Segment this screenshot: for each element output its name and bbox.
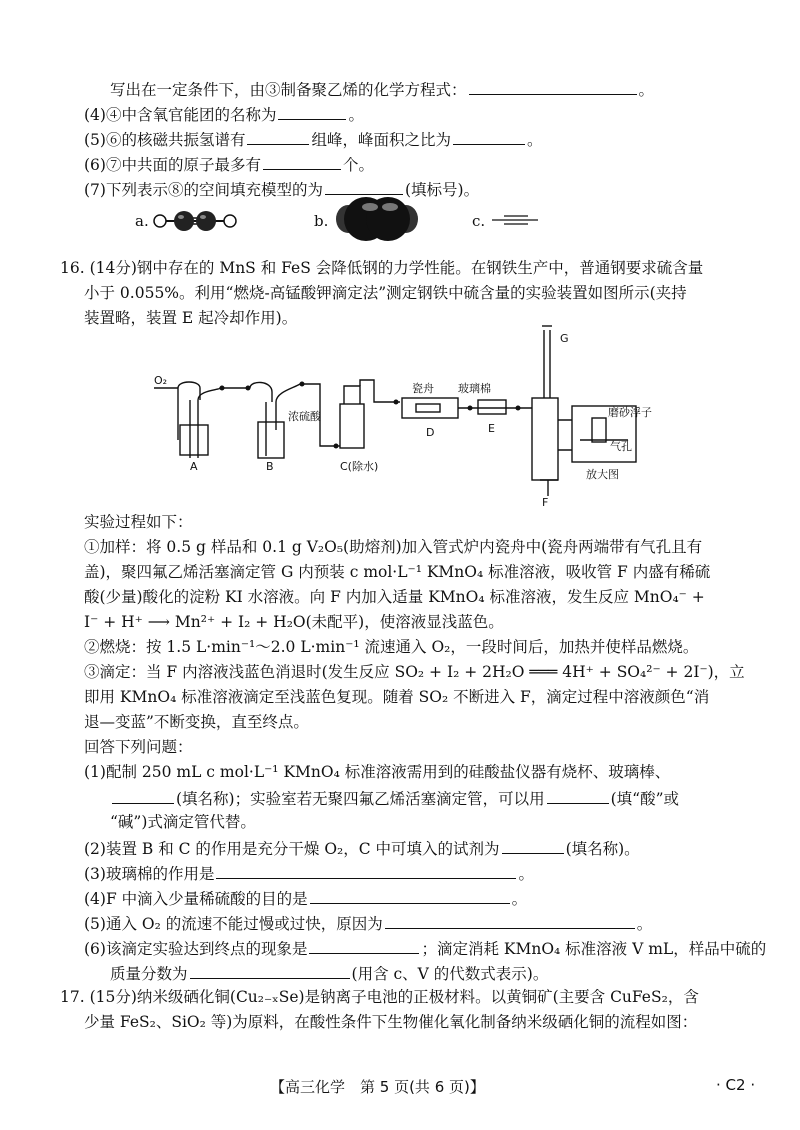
question-line bbox=[84, 103, 364, 125]
answer-blank[interactable] bbox=[112, 787, 174, 804]
apparatus-diagram bbox=[140, 320, 680, 510]
sub-question bbox=[110, 962, 548, 984]
sub-question bbox=[84, 937, 766, 959]
bottle-b bbox=[258, 422, 284, 458]
text: 。 bbox=[511, 890, 528, 908]
page-code: · C2 · bbox=[716, 1076, 756, 1094]
question-16-line: 小于 0.055%。利用“燃烧-高锰酸钾滴定法”测定钢铁中硫含量的实验装置如图所示(夹持 bbox=[84, 284, 687, 302]
answer-blank[interactable] bbox=[278, 103, 346, 120]
label-b-reagent: 浓硫酸 bbox=[288, 410, 321, 423]
answer-blank[interactable] bbox=[190, 962, 350, 979]
answer-blank[interactable] bbox=[309, 937, 419, 954]
procedure-line: 退—变蓝”不断变换，直至终点。 bbox=[84, 713, 309, 731]
label-a: A bbox=[190, 460, 198, 473]
text: (2)装置 B 和 C 的作用是充分干燥 O₂，C 中可填入的试剂为 bbox=[84, 840, 500, 858]
sub-question bbox=[84, 862, 534, 884]
tube-furnace-d bbox=[402, 398, 458, 418]
text: (7)下列表示⑧的空间填充模型的为 bbox=[84, 181, 323, 199]
space-filling-model-icon bbox=[332, 192, 422, 246]
text: 写出在一定条件下，由③制备聚乙烯的化学方程式： bbox=[110, 81, 467, 99]
label-float: 磨砂浮子 bbox=[608, 406, 652, 419]
procedure-line: 即用 KMnO₄ 标准溶液滴定至浅蓝色复现。随着 SO₂ 不断进入 F，滴定过程中溶液颜色“消 bbox=[84, 688, 710, 706]
answer-blank[interactable] bbox=[469, 78, 637, 95]
procedure-line: ①加样：将 0.5 g 样品和 0.1 g V₂O₅(助熔剂)加入管式炉内瓷舟中(瓷舟两端带有气孔且有 bbox=[84, 538, 703, 556]
text: (填名称)。 bbox=[565, 840, 640, 858]
label-g: G bbox=[560, 332, 569, 345]
procedure-line: 酸(少量)酸化的淀粉 KI 水溶液。向 F 内加入适量 KMnO₄ 标准溶液，发生反应 MnO₄⁻ + bbox=[84, 588, 705, 606]
text: ；滴定消耗 KMnO₄ 标准溶液 V mL，样品中硫的 bbox=[421, 940, 767, 958]
label-hole: 气孔 bbox=[610, 440, 632, 453]
text: 。 bbox=[348, 106, 364, 124]
answer-blank[interactable] bbox=[453, 128, 525, 145]
procedure-line: I⁻ + H⁺ ⟶ Mn²⁺ + I₂ + H₂O(未配平)，使溶液显浅蓝色。 bbox=[84, 613, 504, 631]
question-16-line: 装置略，装置 E 起冷却作用)。 bbox=[84, 309, 298, 327]
procedure-line: ③滴定：当 F 内溶液浅蓝色消退时(发生反应 SO₂ + I₂ + 2H₂O ═══ 4H⁺ + SO₄²⁻ + 2I⁻)，立 bbox=[84, 663, 745, 681]
text: (填名称)；实验室若无聚四氟乙烯活塞滴定管，可以用 bbox=[176, 790, 545, 808]
bottle-a bbox=[180, 425, 208, 455]
label-b: B bbox=[266, 460, 274, 473]
label-enlarged: 放大图 bbox=[586, 468, 619, 481]
text: 质量分数为 bbox=[110, 965, 188, 983]
question-line bbox=[84, 153, 374, 175]
option-c-label: c. bbox=[472, 212, 486, 230]
procedure-line: ②燃烧：按 1.5 L·min⁻¹～2.0 L·min⁻¹ 流速通入 O₂，一段时间后，加热并使样品燃烧。 bbox=[84, 638, 699, 656]
text: (6)该滴定实验达到终点的现象是 bbox=[84, 940, 308, 958]
label-f: F bbox=[542, 496, 549, 509]
o2-inlet-tube bbox=[154, 388, 178, 440]
answer-blank[interactable] bbox=[263, 153, 341, 170]
question-17-line: 17. (15分)纳米级硒化铜(Cu₂₋ₓSe)是钠离子电池的正极材料。以黄铜矿(主要含 CuFeS₂，含 bbox=[60, 988, 699, 1006]
answer-blank[interactable] bbox=[502, 837, 564, 854]
text: (填标号)。 bbox=[404, 181, 480, 199]
answer-blank[interactable] bbox=[385, 912, 635, 929]
answer-blank[interactable] bbox=[216, 862, 516, 879]
question-line bbox=[110, 78, 654, 100]
absorber-f bbox=[532, 398, 558, 480]
sub-question bbox=[84, 887, 527, 909]
text: 。 bbox=[518, 865, 534, 883]
text: (4)④中含氧官能团的名称为 bbox=[84, 106, 277, 124]
label-boat: 瓷舟 bbox=[412, 382, 434, 395]
text: (4)F 中滴入少量稀硫酸的目的是 bbox=[84, 890, 308, 908]
burette-g bbox=[544, 330, 550, 398]
answer-blank[interactable] bbox=[310, 887, 510, 904]
answer-blank[interactable] bbox=[547, 787, 609, 804]
label-e: E bbox=[488, 422, 495, 435]
text: 。 bbox=[636, 915, 653, 933]
option-a-label: a. bbox=[135, 212, 149, 230]
question-line bbox=[84, 128, 543, 150]
text: (6)⑦中共面的原子最多有 bbox=[84, 156, 261, 174]
sub-question: (1)配制 250 mL c mol·L⁻¹ KMnO₄ 标准溶液需用到的硅酸盐仪器有烧杯、玻璃棒、 bbox=[84, 763, 671, 781]
text: 。 bbox=[638, 81, 655, 99]
label-c: C(除水) bbox=[340, 460, 379, 473]
label-d: D bbox=[426, 426, 435, 439]
text: (填“酸”或 bbox=[610, 790, 680, 808]
text: 。 bbox=[526, 131, 543, 149]
procedure-line: 盖)，聚四氟乙烯活塞滴定管 G 内预装 c mol·L⁻¹ KMnO₄ 标准溶液，吸收管 F 内盛有稀硫 bbox=[84, 563, 711, 581]
label-o2: O₂ bbox=[154, 374, 168, 387]
structural-formula-icon bbox=[490, 212, 540, 228]
text: (用含 c、V 的代数式表示)。 bbox=[351, 965, 549, 983]
procedure-title: 实验过程如下： bbox=[84, 513, 193, 531]
page-footer: 【高三化学 第 5 页(共 6 页)】 bbox=[270, 1078, 485, 1096]
question-17-line: 少量 FeS₂、SiO₂ 等)为原料，在酸性条件下生物催化氧化制备纳米级硒化铜的流程如图： bbox=[84, 1013, 698, 1031]
ball-stick-model-icon bbox=[150, 204, 240, 238]
label-glasswool: 玻璃棉 bbox=[458, 382, 491, 395]
option-b-label: b. bbox=[314, 212, 329, 230]
sub-question bbox=[84, 912, 652, 934]
text: (3)玻璃棉的作用是 bbox=[84, 865, 215, 883]
sub-question bbox=[84, 837, 640, 859]
answer-title: 回答下列问题： bbox=[84, 738, 193, 756]
answer-blank[interactable] bbox=[247, 128, 309, 145]
drying-tube-c bbox=[340, 404, 364, 448]
sub-question bbox=[110, 787, 679, 809]
question-16-line: 16. (14分)钢中存在的 MnS 和 FeS 会降低钢的力学性能。在钢铁生产中，普通钢要求硫含量 bbox=[60, 259, 704, 277]
text: (5)⑥的核磁共振氢谱有 bbox=[84, 131, 246, 149]
sub-question: “碱”)式滴定管代替。 bbox=[110, 813, 256, 831]
text: 组峰，峰面积之比为 bbox=[311, 131, 451, 149]
text: 个。 bbox=[342, 156, 374, 174]
text: (5)通入 O₂ 的流速不能过慢或过快，原因为 bbox=[84, 915, 383, 933]
